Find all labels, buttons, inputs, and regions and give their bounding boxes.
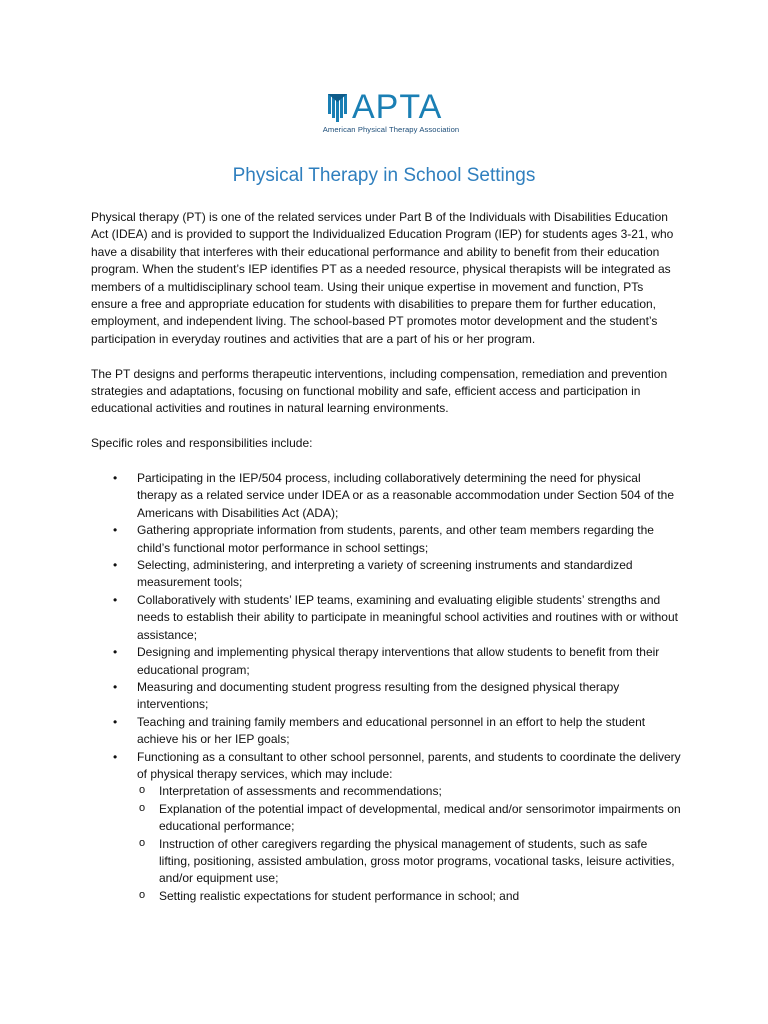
consultant-sub-list [137, 783, 681, 905]
list-item: • Selecting, administering, and interpreting a variety of screening instruments and standardized measurement tools; [91, 557, 681, 592]
roles-list [91, 470, 681, 905]
sub-list-item: o Explanation of the potential impact of developmental, medical and/or sensorimotor impairments on educational performance; [137, 801, 681, 836]
sub-list-item: o Instruction of other caregivers regarding the physical management of students, such as safe lifting, positioning, assisted ambulation, gross motor programs, vocational tasks, leisure activities, and/or equipment use; [137, 836, 681, 888]
list-item-consultant [91, 749, 681, 906]
list-item: • Designing and implementing physical therapy interventions that allow students to benefit from their educational program; [91, 644, 681, 679]
list-item-text: Functioning as a consultant to other school personnel, parents, and students to coordinate the delivery of physical therapy services, which may include: [137, 749, 681, 781]
interventions-paragraph: The PT designs and performs therapeutic interventions, including compensation, remediation and prevention strategies and adaptations, focusing on functional mobility and safe, efficient access and participation in educational activities and routines in natural learning environments. [91, 366, 668, 416]
apta-emblem-icon [328, 94, 352, 124]
list-item: • Gathering appropriate information from students, parents, and other team members regarding the child’s functional motor performance in school settings; [91, 522, 681, 557]
page-title: Physical Therapy in School Settings [232, 165, 536, 186]
list-item: • Teaching and training family members and educational personnel in an effort to help the student achieve his or her IEP goals; [91, 714, 681, 749]
apta-wordmark: APTA [352, 88, 443, 126]
sub-list-item: o Interpretation of assessments and recommendations; [137, 783, 681, 800]
sub-list-item: o Setting realistic expectations for student performance in school; and [137, 888, 681, 905]
list-item: • Collaboratively with students’ IEP teams, examining and evaluating eligible students’ strengths and needs to establish their ability to participate in meaningful school activities and routines with or without assistance; [91, 592, 681, 644]
list-item: • Measuring and documenting student progress resulting from the designed physical therapy interventions; [91, 679, 681, 714]
apta-logo [308, 88, 468, 138]
roles-intro: Specific roles and responsibilities include: [91, 436, 313, 451]
list-item: • Participating in the IEP/504 process, including collaboratively determining the need for physical therapy as a related service under IDEA or as a reasonable accommodation under Section 504 of the Americans with Disabilities Act (ADA); [91, 470, 681, 522]
document-body [91, 209, 681, 905]
apta-tagline: American Physical Therapy Association [322, 125, 460, 134]
intro-paragraph: Physical therapy (PT) is one of the related services under Part B of the Individuals with Disabilities Education Act (IDEA) and is provided to support the Individualized Education Program (IEP) for students ages 3-21, who have a disability that interferes with their educational performance and ability to benefit from their education program. When the student’s IEP identifies PT as a needed resource, physical therapists will be integrated as members of a multidisciplinary school team. Using their unique expertise in movement and function, PTs ensure a free and appropriate education for students with disabilities to prepare them for further education, employment, and independent living. The school-based PT promotes motor development and the student’s participation in everyday routines and activities that are a part of his or her program. [91, 210, 674, 346]
